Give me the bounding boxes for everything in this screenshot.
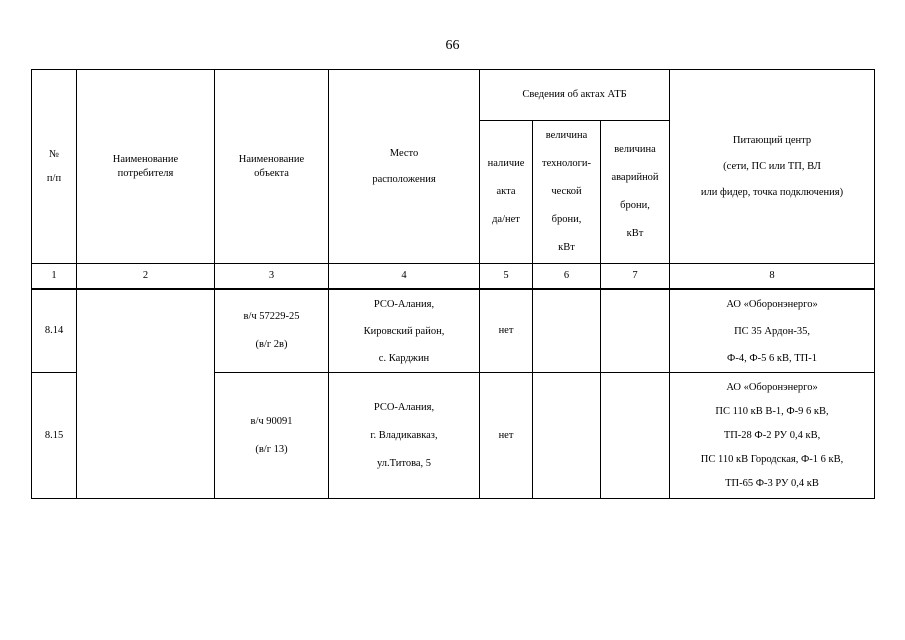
row-number: 8.14 — [32, 289, 77, 373]
column-numbers-row — [32, 264, 875, 290]
row-act: нет — [480, 289, 533, 373]
header-object — [215, 70, 329, 264]
row-power-center-text: АО «Оборонэнерго» ПС 110 кВ В-1, Ф-9 6 кВ, ТП-28 Ф-2 РУ 0,4 кВ, ПС 110 кВ Городская, Ф-1 6 кВ, ТП-65 Ф-3 РУ 0,4 кВ — [700, 381, 844, 489]
header-number — [32, 70, 77, 264]
header-number-text: № п/п — [46, 148, 62, 184]
row-power-center-text: АО «Оборонэнерго» ПС 35 Ардон-35, Ф-4, Ф-5 6 кВ, ТП-1 — [726, 298, 818, 364]
header-tech-reserve — [533, 121, 601, 264]
row-object — [215, 289, 329, 373]
row-object-text: в/ч 57229-25 (в/г 2в) — [243, 311, 300, 350]
header-act — [480, 121, 533, 264]
header-location — [329, 70, 480, 264]
column-number: 6 — [533, 264, 601, 290]
column-number: 7 — [601, 264, 670, 290]
row-power-center — [670, 373, 875, 499]
row-location-text: РСО-Алания, г. Владикавказ, ул.Титова, 5 — [370, 401, 438, 469]
header-emergency-reserve — [601, 121, 670, 264]
row-tech-reserve — [533, 373, 601, 499]
row-power-center — [670, 289, 875, 373]
row-number: 8.15 — [32, 373, 77, 499]
row-location — [329, 289, 480, 373]
row-location — [329, 373, 480, 499]
header-act-text: наличие акта да/нет — [487, 158, 525, 225]
header-consumer-text: Наименование потребителя — [112, 154, 179, 179]
data-table — [31, 69, 875, 499]
header-row-top — [32, 70, 875, 121]
header-consumer — [77, 70, 215, 264]
header-location-text: Место расположения — [372, 147, 436, 185]
page-number: 66 — [445, 38, 460, 53]
row-emergency-reserve — [601, 289, 670, 373]
column-number: 1 — [32, 264, 77, 290]
row-tech-reserve — [533, 289, 601, 373]
column-number: 5 — [480, 264, 533, 290]
header-object-text: Наименование объекта — [238, 154, 305, 179]
row-consumer — [77, 289, 215, 499]
row-object — [215, 373, 329, 499]
column-number: 8 — [670, 264, 875, 290]
table-row — [32, 289, 875, 373]
row-location-text: РСО-Алания, Кировский район, с. Карджин — [363, 298, 445, 364]
column-number: 3 — [215, 264, 329, 290]
column-number: 2 — [77, 264, 215, 290]
column-number: 4 — [329, 264, 480, 290]
row-object-text: в/ч 90091 (в/г 13) — [250, 415, 293, 455]
row-act: нет — [480, 373, 533, 499]
header-emergency-reserve-text: величина аварийной брони, кВт — [611, 144, 659, 239]
header-power-center — [670, 70, 875, 264]
header-power-center-text: Питающий центр (сети, ПС или ТП, ВЛ или фидер, точка подключения) — [700, 134, 844, 198]
header-tech-reserve-text: величина технологи- ческой брони, кВт — [541, 130, 591, 253]
header-atb-group — [480, 70, 670, 121]
row-emergency-reserve — [601, 373, 670, 499]
header-atb-group-text: Сведения об актах АТБ — [522, 89, 627, 101]
